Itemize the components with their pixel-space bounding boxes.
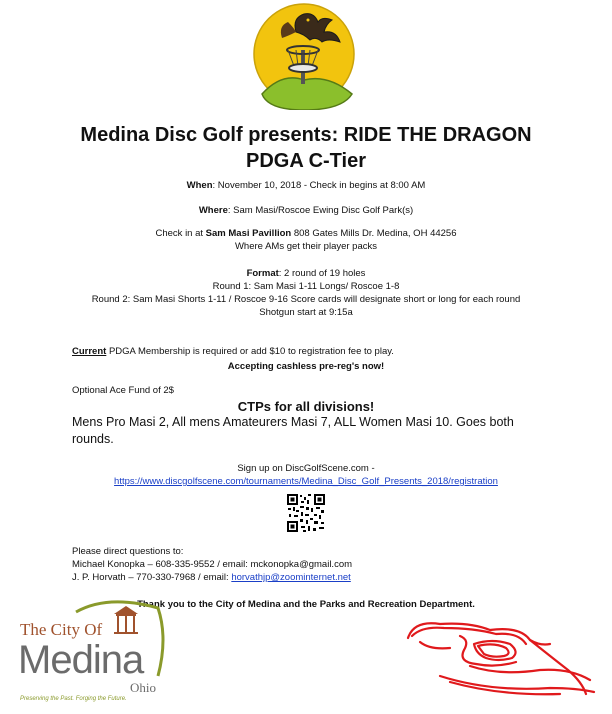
contacts-heading: Please direct questions to: [72,546,184,557]
checkin-address: 808 Gates Mills Dr. Medina, OH 44256 [291,228,457,239]
dragon-disc-golf-logo [252,2,360,110]
city-logo-tagline: Preserving the Past. Forging the Future. [20,696,127,702]
contact-horvath [72,572,351,583]
ctp-line-2: rounds. [72,432,114,446]
city-logo-name: Medina [18,638,144,682]
when-line [0,180,612,191]
event-tier: PDGA C-Tier [245,150,367,172]
cashless-note: Accepting cashless pre-reg's now! [227,361,385,372]
where-line [0,205,612,216]
city-of-medina-logo [18,598,183,708]
horvath-email-link[interactable]: horvathjp@zoominternet.net [231,572,351,583]
shotgun-start: Shotgun start at 9:15a [259,307,353,318]
format-label: Format [246,268,279,279]
city-logo-line1: The City Of [20,620,103,639]
membership-line [72,346,394,357]
checkin-note: Where AMs get their player packs [234,241,378,252]
red-disc-drawing [400,606,600,706]
city-logo-state: Ohio [130,680,156,695]
event-title: Medina Disc Golf presents: RIDE THE DRAGON [80,124,532,146]
ctp-heading: CTPs for all divisions! [237,399,375,414]
signup-text: Sign up on DiscGolfScene.com - [237,463,375,474]
checkin-prefix: Check in at [155,228,206,239]
round-1: Round 1: Sam Masi 1-11 Longs/ Roscoe 1-8 [212,281,400,292]
when-label: When [186,180,213,191]
checkin-place: Sam Masi Pavillion [205,228,292,239]
checkin-line [0,228,612,239]
thanks-note: Thank you to the City of Medina and the Parks and Recreation Department. [137,599,475,610]
membership-current: Current [72,346,107,357]
ace-fund: Optional Ace Fund of 2$ [72,385,174,396]
format-value: : 2 round of 19 holes [278,268,366,279]
where-value: : Sam Masi/Roscoe Ewing Disc Golf Park(s) [227,205,414,216]
contact-horvath-text: J. P. Horvath – 770-330-7968 / email: [72,572,232,583]
contact-konopka: Michael Konopka – 608-335-9552 / email: mckonopka@gmail.com [72,559,353,570]
round-2: Round 2: Sam Masi Shorts 1-11 / Roscoe 9-16 Score cards will designate short or long for each round [91,294,521,305]
format-line [0,268,612,279]
registration-url[interactable]: https://www.discgolfscene.com/tournaments/Medina_Disc_Golf_Presents_2018/registration [114,476,498,487]
ctp-line-1: Mens Pro Masi 2, All mens Amateurers Masi 7, ALL Women Masi 10. Goes both [72,415,514,429]
qr-code [286,493,326,533]
membership-text: PDGA Membership is required or add $10 to registration fee to play. [106,346,394,357]
signup-link[interactable] [0,476,612,487]
when-value: : November 10, 2018 - Check in begins at 8:00 AM [212,180,426,191]
where-label: Where [198,205,228,216]
